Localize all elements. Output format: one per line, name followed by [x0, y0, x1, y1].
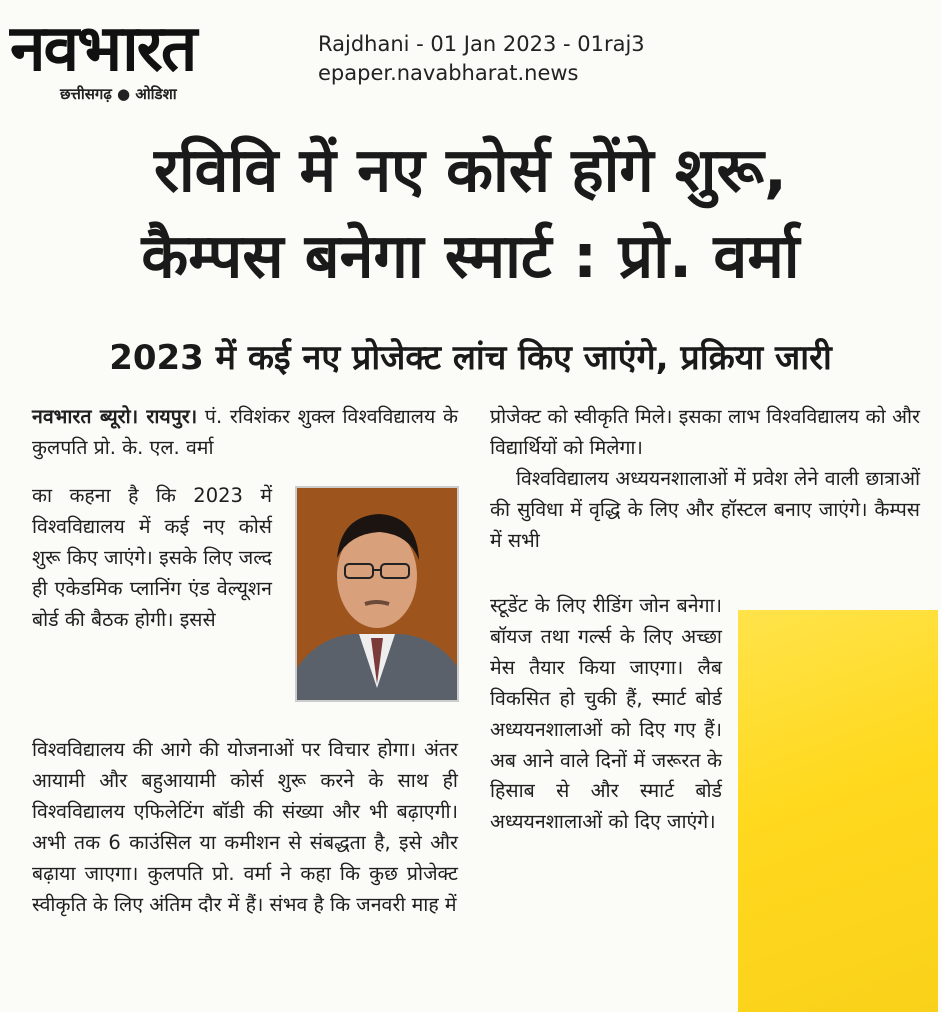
article-text: स्टूडेंट के लिए रीडिंग जोन बनेगा। बॉयज तथा गर्ल्स के लिए अच्छा मेस तैयार किया जाएगा। लैब विकसित हो चुकी हैं, स्मार्ट बोर्ड अध्ययनशालाओं को दिए गए हैं। अब आने वाले दिनों में जरूरत के हिसाब से और स्मार्ट बोर्ड अध्ययनशालाओं को दिए जाएंगे। [490, 594, 722, 834]
article-column-right-narrow [490, 591, 722, 838]
article-column-left-bottom [32, 735, 458, 920]
article-column-left-narrow [32, 481, 272, 636]
subheadline: 2023 में कई नए प्रोजेक्ट लांच किए जाएंगे, प्रक्रिया जारी [109, 338, 832, 378]
newspaper-logo: नवभारत [10, 12, 196, 86]
website-url: epaper.navabharat.news [318, 61, 579, 85]
headline-line-2: कैम्पस बनेगा स्मार्ट : प्रो. वर्मा [141, 221, 800, 292]
article-column-right-top [490, 402, 920, 557]
byline: नवभारत ब्यूरो। रायपुर। [32, 405, 198, 428]
portrait-photo [295, 486, 459, 702]
article-text: प्रोजेक्ट को स्वीकृति मिले। इसका लाभ विश्वविद्यालय को और विद्यार्थियों को मिलेगा। [490, 405, 920, 459]
edition-info: Rajdhani - 01 Jan 2023 - 01raj3 [318, 32, 645, 56]
yellow-box [738, 610, 938, 1012]
masthead [0, 0, 941, 105]
article-text-intro: पं. रविशंकर शुक्ल विश्वविद्यालय के कुलपति प्रो. के. एल. वर्मा [32, 405, 458, 459]
headline-line-1: रविवि में नए कोर्स होंगे शुरू, [153, 135, 788, 206]
logo-subtitle: छत्तीसगढ़ ● ओडिशा [60, 85, 177, 103]
article-text: का कहना है कि 2023 में विश्वविद्यालय में कई नए कोर्स शुरू किए जाएंगे। इसके लिए जल्द ही एकेडमिक प्लानिंग एंड वेल्यूशन बोर्ड की बैठक होगी। इससे [32, 484, 272, 631]
portrait-image [297, 488, 457, 700]
article-text: विश्वविद्यालय अध्ययनशालाओं में प्रवेश लेने वाली छात्राओं की सुविधा में वृद्धि के लिए और हॉस्टल बनाए जाएंगे। कैम्पस में सभी [490, 466, 920, 552]
headline [0, 128, 941, 300]
article-text: विश्वविद्यालय की आगे की योजनाओं पर विचार होगा। अंतर आयामी और बहुआयामी कोर्स शुरू करने के साथ ही विश्वविद्यालय एफिलेटिंग बॉडी की संख्या और भी बढ़ाएगी। अभी तक 6 काउंसिल या कमीशन से संबद्धता है, इसे और बढ़ाया जाएगा। कुलपति प्रो. वर्मा ने कहा कि कुछ प्रोजेक्ट स्वीकृति के लिए अंतिम दौर में हैं। संभव है कि जनवरी माह में [32, 738, 458, 916]
article-column-left-top [32, 402, 458, 464]
